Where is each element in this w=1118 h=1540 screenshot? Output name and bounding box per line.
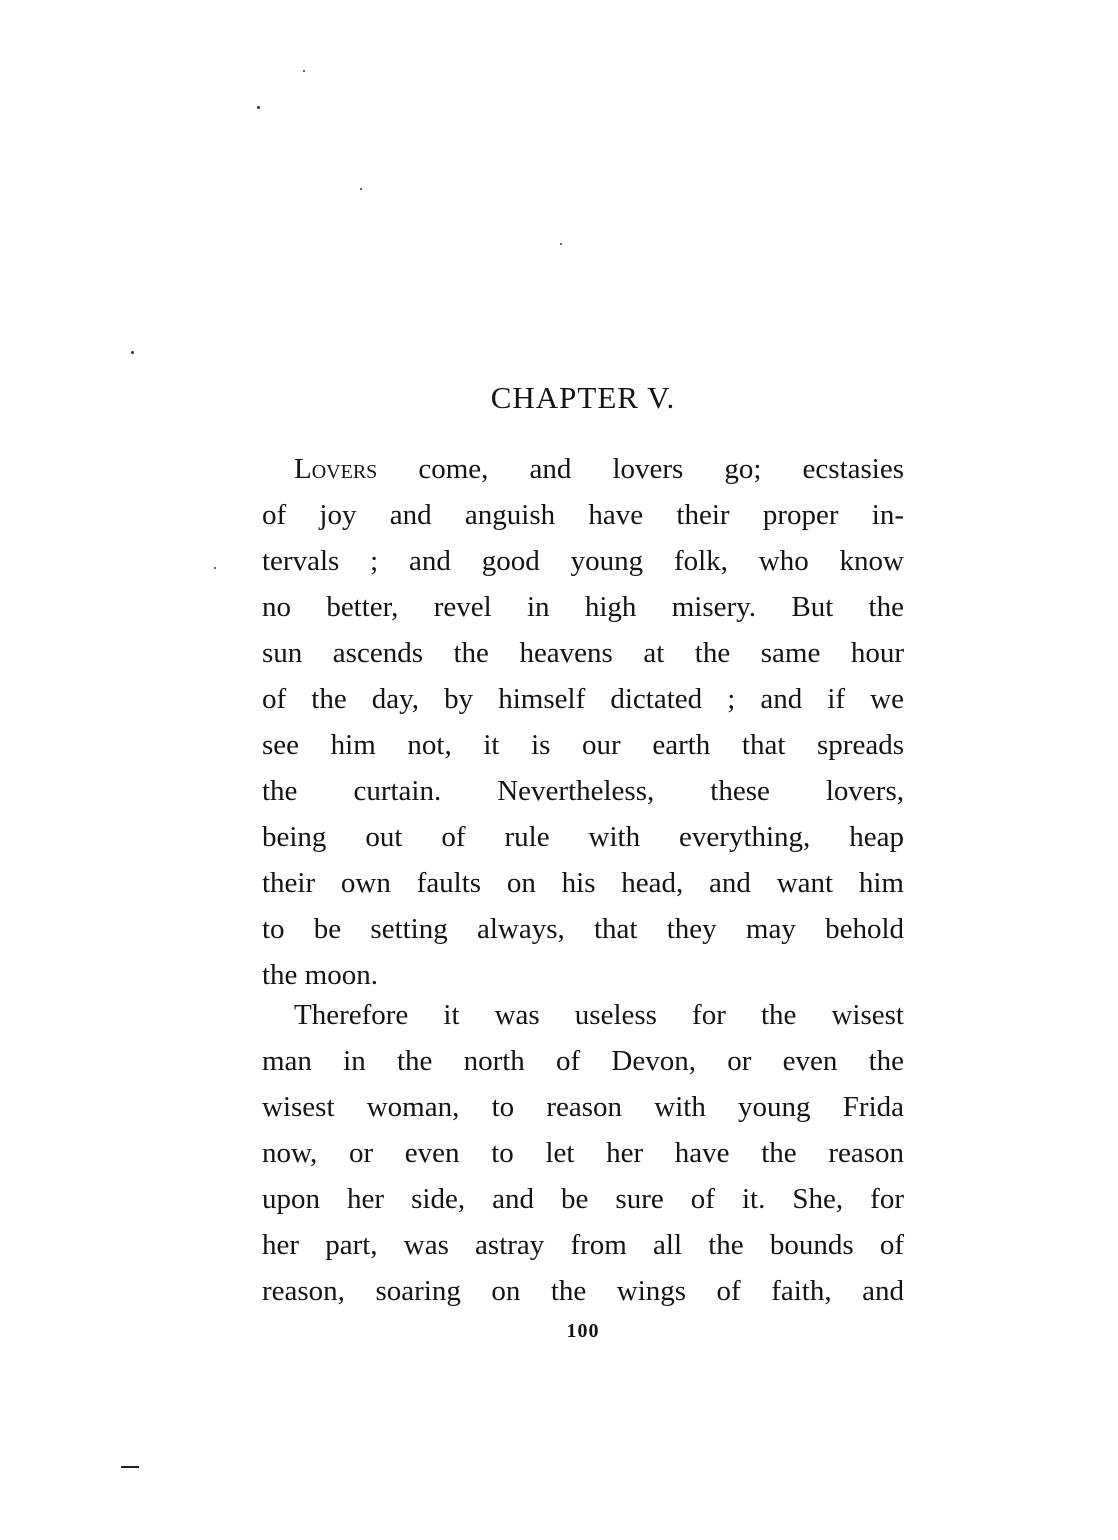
text-line: no better, revel in high misery. But the [262,591,904,623]
scan-speck [257,106,260,109]
text-line: tervals ; and good young folk, who know [262,545,904,577]
text-line: wisest woman, to reason with young Frida [262,1091,904,1123]
page-number: 100 [566,1320,600,1342]
text-line: Lovers come, and lovers go; ecstasies [294,453,904,485]
text-line: their own faults on his head, and want him [262,867,904,899]
text-line: being out of rule with everything, heap [262,821,904,853]
paragraph-2 [262,992,904,1314]
text-line: the moon. [262,959,378,991]
text-line: see him not, it is our earth that spreads [262,729,904,761]
text-line: of joy and anguish have their proper in- [262,499,904,531]
scan-speck [560,243,562,245]
text-line: man in the north of Devon, or even the [262,1045,904,1077]
chapter-title: CHAPTER V. [490,380,676,415]
scan-speck [303,70,305,72]
text-line: her part, was astray from all the bounds of [262,1229,904,1261]
margin-mark [121,1466,139,1468]
text-line: of the day, by himself dictated ; and if we [262,683,904,715]
scan-speck [131,351,134,354]
drop-word: Lovers [294,453,378,485]
paragraph-1 [262,446,904,998]
text-line: reason, soaring on the wings of faith, and [262,1275,904,1307]
scan-speck [214,567,216,569]
text-line: the curtain. Nevertheless, these lovers, [262,775,904,807]
text-line: Therefore it was useless for the wisest [294,999,904,1031]
text-line: now, or even to let her have the reason [262,1137,904,1169]
scan-speck [360,188,362,190]
text-line: upon her side, and be sure of it. She, for [262,1183,904,1215]
text-line: to be setting always, that they may behold [262,913,904,945]
text-line: sun ascends the heavens at the same hour [262,637,904,669]
